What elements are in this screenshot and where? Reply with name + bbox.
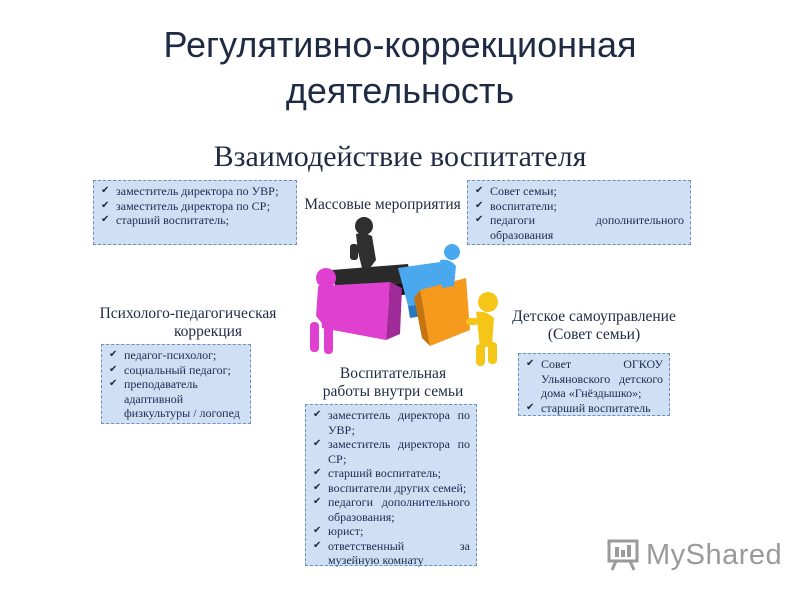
myshared-logo xyxy=(606,536,783,576)
box-administration xyxy=(93,180,297,245)
box-list xyxy=(106,348,244,421)
label-line: (Совет семьи) xyxy=(547,326,641,343)
list-item: ✔ старший воспитатель; xyxy=(310,466,470,481)
list-item: ✔ ответственный за музейную комнату xyxy=(310,539,470,568)
list-item: ✔ старший воспитатель; xyxy=(98,213,290,228)
box-list xyxy=(310,408,470,568)
logo-text: MyShared xyxy=(646,539,783,571)
list-item: ✔ заместитель директора по СР; xyxy=(98,199,290,214)
list-item: ✔ заместитель директора по УВР; xyxy=(310,408,470,437)
list-item: ✔ заместитель директора по СР; xyxy=(310,437,470,466)
list-item: ✔ старший воспитатель xyxy=(523,401,663,416)
slide-title xyxy=(0,22,800,114)
list-item: ✔ педагоги дополнительного образования xyxy=(472,213,684,242)
list-item: ✔ воспитатели; xyxy=(472,199,684,214)
box-children-council xyxy=(518,353,670,416)
list-item: ✔ воспитатели других семей; xyxy=(310,481,470,496)
slide-title-line-2: деятельность xyxy=(285,70,515,111)
list-item: ✔ юрист; xyxy=(310,524,470,539)
list-item: ✔ Совет ОГКОУ Ульяновского детского дома «Гнёздышко»; xyxy=(523,357,663,401)
box-psychologists xyxy=(101,344,251,424)
figure-yellow xyxy=(466,292,498,366)
list-item: ✔ социальный педагог; xyxy=(106,363,244,378)
slide-title-line-1: Регулятивно-коррекционная xyxy=(163,24,637,65)
label-family-work xyxy=(300,365,486,401)
label-line: коррекция xyxy=(173,323,243,340)
label-psych-ped-correction xyxy=(93,305,283,341)
label-line: Воспитательная xyxy=(339,365,447,382)
box-list xyxy=(523,357,663,415)
puzzle-people-illustration xyxy=(290,208,510,368)
list-item: ✔ преподаватель адаптивной физкультуры / логопед xyxy=(106,377,244,421)
list-item: ✔ Совет семьи; xyxy=(472,184,684,199)
figure-magenta xyxy=(310,268,336,354)
list-item: ✔ заместитель директора по УВР; xyxy=(98,184,290,199)
box-family-staff xyxy=(305,404,477,566)
figure-black xyxy=(350,217,376,268)
label-line: Психолого-педагогическая xyxy=(99,305,277,322)
label-mass-events-text: Массовые мероприятия xyxy=(304,196,461,213)
list-item: ✔ педагоги дополнительного образования; xyxy=(310,495,470,524)
label-line: Детское самоуправление xyxy=(512,308,676,325)
presentation-board-icon xyxy=(606,538,640,572)
list-item: ✔ педагог-психолог; xyxy=(106,348,244,363)
box-list xyxy=(98,184,290,228)
label-self-government xyxy=(508,308,680,344)
label-line: работы внутри семьи xyxy=(322,383,464,400)
diagram-subtitle: Взаимодействие воспитателя xyxy=(213,140,587,173)
